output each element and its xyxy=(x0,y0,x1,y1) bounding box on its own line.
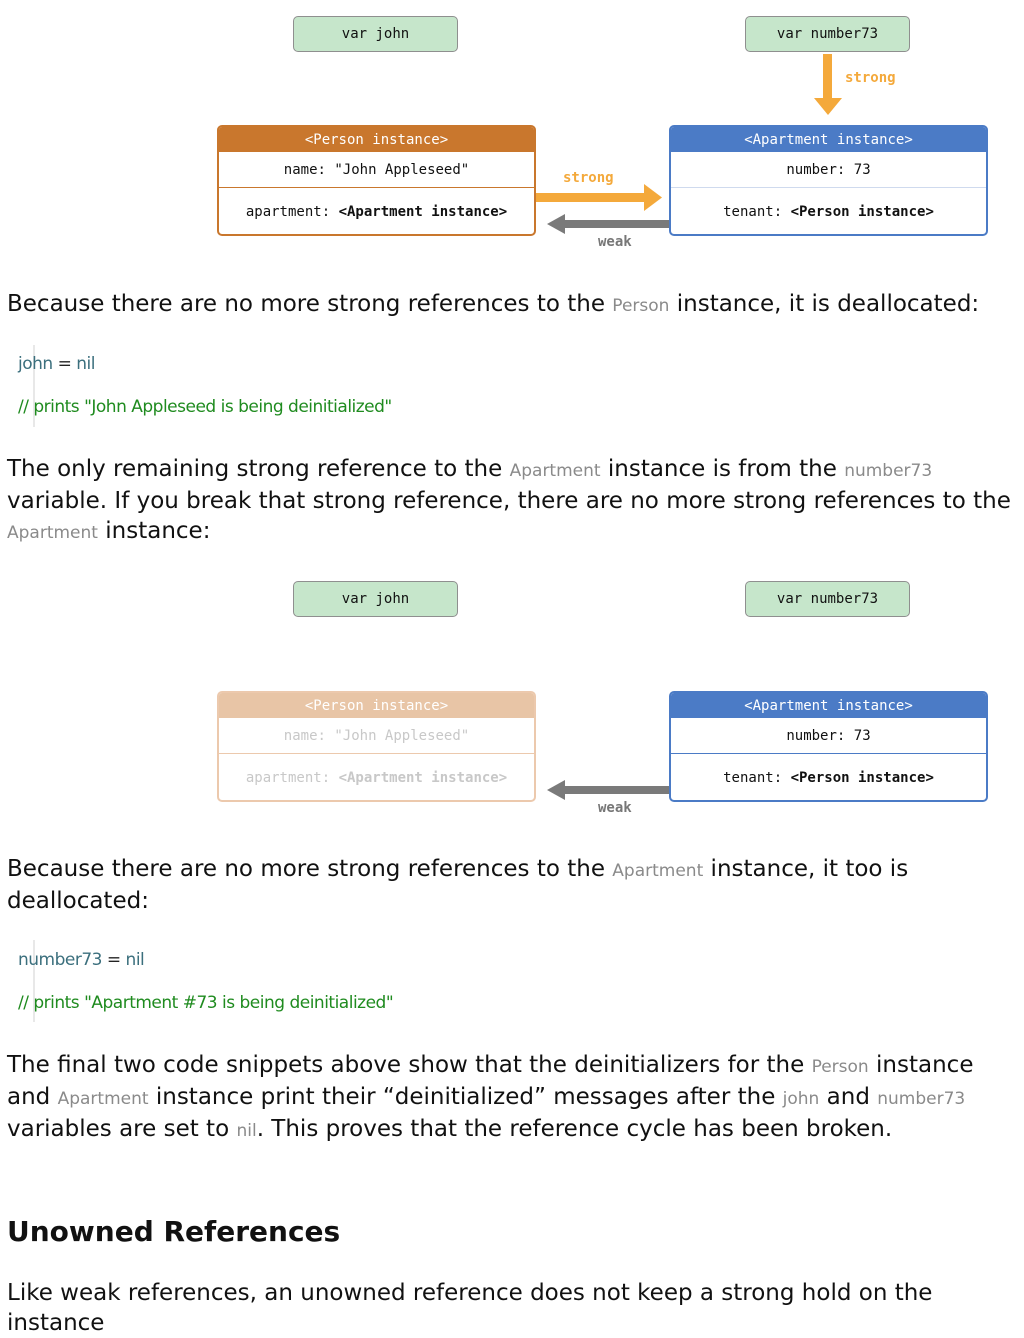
paragraph-cycle-broken xyxy=(7,1050,1017,1146)
strong-label-mid: strong xyxy=(563,170,614,186)
para4-text-c: instance print their “deinitialized” messages after the xyxy=(148,1084,783,1110)
apartment-number-row-2: number: 73 xyxy=(671,718,986,754)
para1-text-a: Because there are no more strong references to the xyxy=(7,291,613,317)
code-comment-john: // prints "John Appleseed is being deinitialized" xyxy=(18,397,392,417)
person-instance-header-faded: <Person instance> xyxy=(219,693,534,718)
strong-arrow-right-icon xyxy=(536,183,664,213)
apartment-instance-box xyxy=(669,125,988,236)
inline-code-apartment-2: Apartment xyxy=(7,523,98,543)
para4-text-d: and xyxy=(819,1084,878,1110)
para2-text-a: The only remaining strong reference to the xyxy=(7,456,510,482)
inline-code-apartment-4: Apartment xyxy=(57,1089,149,1109)
code-var-john: john xyxy=(18,354,53,374)
code-line-number73-nil xyxy=(18,950,144,970)
para1-text-b: instance, it is deallocated: xyxy=(669,291,980,317)
person-apartment-key-faded: apartment: xyxy=(245,769,331,786)
inline-code-number73-2: number73 xyxy=(877,1089,966,1109)
code-comment-apartment: // prints "Apartment #73 is being deinitialized" xyxy=(18,993,394,1013)
strong-label-top: strong xyxy=(845,70,896,86)
section-heading-unowned-references: Unowned References xyxy=(7,1215,341,1248)
inline-code-john: john xyxy=(782,1089,820,1109)
apartment-tenant-key: tenant: xyxy=(723,203,783,220)
person-apartment-value: <Apartment instance> xyxy=(338,203,508,220)
weak-label-2: weak xyxy=(598,800,632,816)
person-apartment-key: apartment: xyxy=(245,203,331,220)
inline-code-person: Person xyxy=(612,296,670,316)
apartment-instance-header: <Apartment instance> xyxy=(671,127,986,152)
inline-code-apartment: Apartment xyxy=(509,461,601,481)
person-name-row-faded: name: "John Appleseed" xyxy=(219,718,534,754)
para3-text-b: instance, it too is deallocated: xyxy=(7,856,909,914)
code-op: = xyxy=(52,354,77,374)
para2-text-c: variable. If you break that strong reference, there are no more strong references to the xyxy=(7,488,1011,514)
strong-arrow-down-icon xyxy=(812,54,844,116)
para4-text-f: . This proves that the reference cycle has been broken. xyxy=(256,1116,893,1142)
code-var-number73: number73 xyxy=(18,950,102,970)
apartment-tenant-row xyxy=(671,188,986,235)
para4-text-a: The final two code snippets above show that the deinitializers for the xyxy=(7,1052,812,1078)
person-instance-header: <Person instance> xyxy=(219,127,534,152)
inline-code-number73: number73 xyxy=(844,461,933,481)
person-instance-box xyxy=(217,125,536,236)
para3-text-a: Because there are no more strong references to the xyxy=(7,856,613,882)
paragraph-unowned-intro: Like weak references, an unowned reference does not keep a strong hold on the instance xyxy=(7,1280,933,1336)
var-john-box-2: var john xyxy=(293,581,458,617)
code-op-2: = xyxy=(101,950,126,970)
paragraph-remaining-reference xyxy=(7,454,1017,548)
para2-text-b: instance is from the xyxy=(600,456,845,482)
var-number73-box: var number73 xyxy=(745,16,910,52)
inline-code-person-2: Person xyxy=(811,1057,869,1077)
person-apartment-value-faded: <Apartment instance> xyxy=(338,769,508,786)
para4-text-e: variables are set to xyxy=(7,1116,237,1142)
code-nil-2: nil xyxy=(125,950,145,970)
apartment-tenant-value: <Person instance> xyxy=(790,203,934,220)
code-nil: nil xyxy=(76,354,95,374)
person-apartment-row xyxy=(219,188,534,235)
code-line-john-nil xyxy=(18,354,95,374)
inline-code-apartment-3: Apartment xyxy=(612,861,704,881)
apartment-tenant-row-2 xyxy=(671,754,986,801)
para2-text-d: instance: xyxy=(97,518,211,544)
person-instance-box-faded xyxy=(217,691,536,802)
apartment-instance-box-2 xyxy=(669,691,988,802)
var-number73-box-2: var number73 xyxy=(745,581,910,617)
inline-code-nil: nil xyxy=(236,1121,257,1141)
apartment-tenant-key-2: tenant: xyxy=(723,769,783,786)
paragraph-apartment-deallocated xyxy=(7,854,1017,916)
apartment-number-row: number: 73 xyxy=(671,152,986,188)
para4-text-b: instance and xyxy=(7,1052,974,1110)
weak-label: weak xyxy=(598,234,632,250)
paragraph-person-deallocated xyxy=(7,289,1017,321)
person-apartment-row-faded xyxy=(219,754,534,801)
person-name-row: name: "John Appleseed" xyxy=(219,152,534,188)
var-john-box: var john xyxy=(293,16,458,52)
apartment-instance-header-2: <Apartment instance> xyxy=(671,693,986,718)
apartment-tenant-value-2: <Person instance> xyxy=(790,769,934,786)
